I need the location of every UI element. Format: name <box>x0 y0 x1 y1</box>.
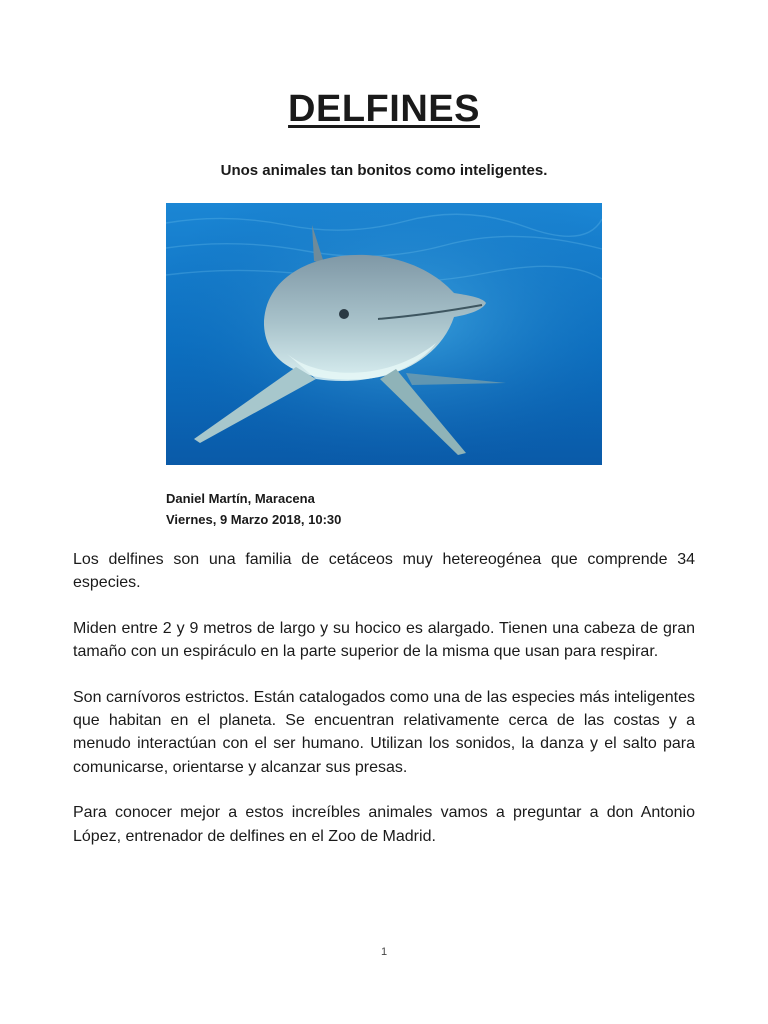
paragraph: Los delfines son una familia de cetáceos muy hetereogénea que comprende 34 especies. <box>73 551 695 592</box>
page-title: DELFINES <box>288 88 480 130</box>
byline <box>166 488 341 530</box>
paragraph: Son carnívoros estrictos. Están catalogados como una de las especies más inteligentes que habitan en el planeta. Se encuentran relativamente cerca de las costas y a menudo interactúan con el ser humano. Utilizan los sonidos, la danza y el salto para comunicarse, orientarse y alcanzar sus presas. <box>73 688 695 776</box>
byline-date: Viernes, 9 Marzo 2018, 10:30 <box>166 512 342 527</box>
paragraph: Para conocer mejor a estos increíbles animales vamos a preguntar a don Antonio López, entrenador de delfines en el Zoo de Madrid. <box>73 804 695 845</box>
dolphin-eye <box>339 309 349 319</box>
dolphin-photo <box>166 203 602 465</box>
page-subtitle: Unos animales tan bonitos como inteligentes. <box>220 162 548 179</box>
article-body <box>73 548 695 870</box>
byline-author: Daniel Martín, Maracena <box>166 491 315 506</box>
page-number: 1 <box>380 946 388 958</box>
paragraph: Miden entre 2 y 9 metros de largo y su hocico es alargado. Tienen una cabeza de gran tamaño con un espiráculo en la parte superior de la misma que usan para respirar. <box>73 619 695 661</box>
